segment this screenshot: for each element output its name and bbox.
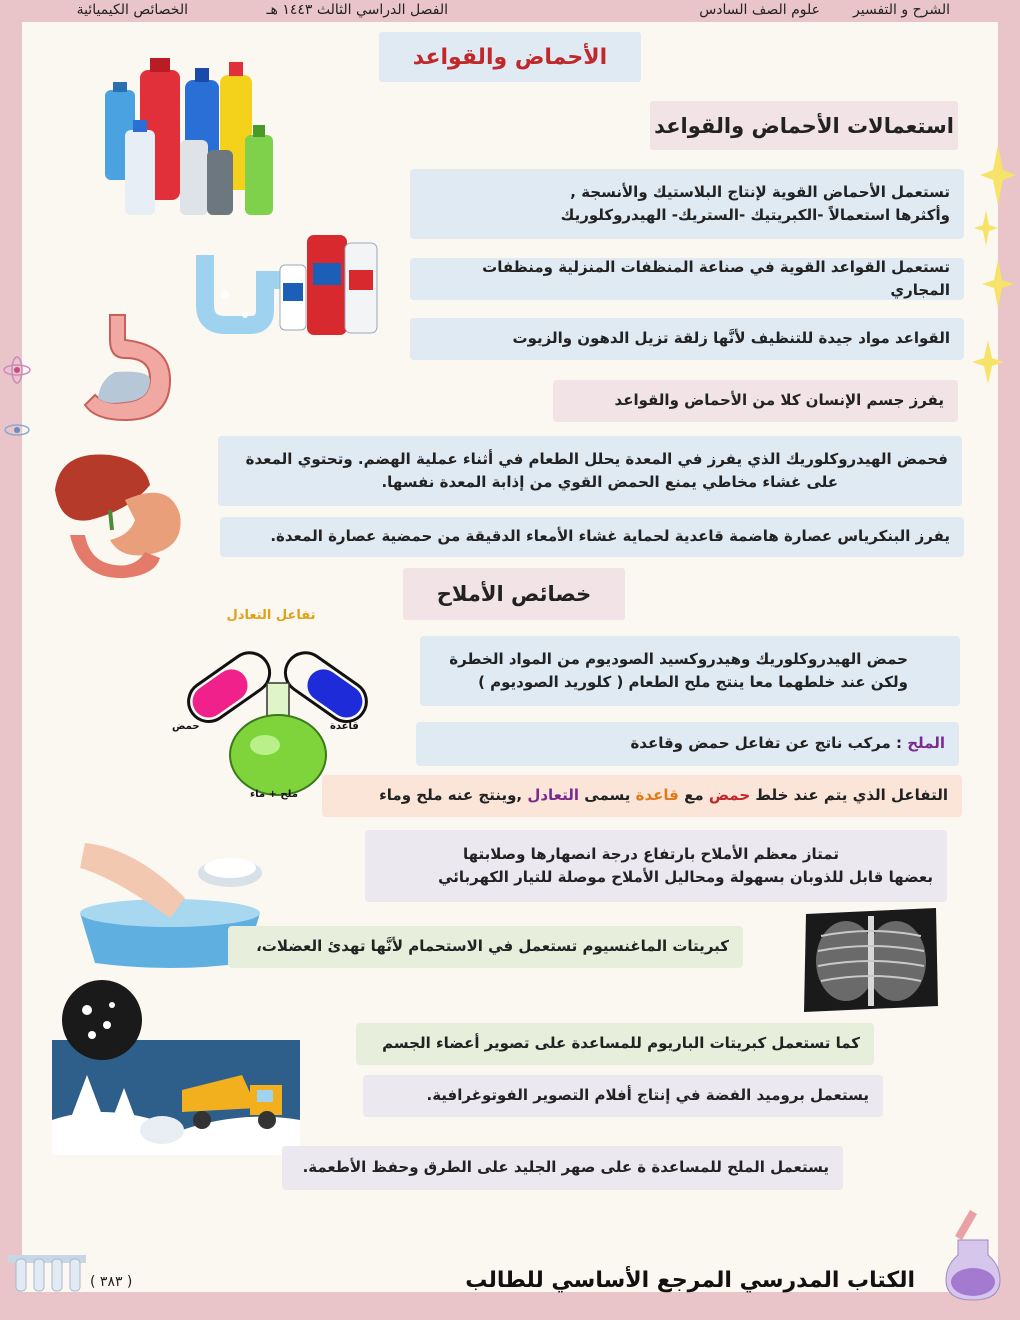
pancreas-box: يفرز البنكرياس عصارة هاضمة قاعدية لحماية غشاء الأمعاء الدقيقة من حمضية عصارة المعدة. (220, 517, 964, 557)
page-number: ( ٣٨٣ ) (90, 1274, 133, 1290)
main-title: الأحماض والقواعد (379, 32, 641, 82)
footer-book-title: الكتاب المدرسي المرجع الأساسي للطالب (465, 1268, 915, 1293)
drain-cleaner-image (195, 225, 380, 340)
header-chapter: الخصائص الكيميائية (76, 2, 188, 18)
acid-label: حمض (172, 721, 200, 732)
acids-uses-box (410, 169, 964, 239)
base-label: قاعدة (330, 721, 359, 732)
section-title-salts: خصائص الأملاح (403, 568, 625, 620)
road-salt-box: يستعمل الملح للمساعدة ة على صهر الجليد على الطرق وحفظ الأطعمة. (282, 1146, 843, 1190)
body-secretes-box: يفرز جسم الإنسان كلا من الأحماض والقواعد (553, 380, 958, 422)
stomach-acid-line2: على غشاء مخاطي يمنع الحمض القوي من إذابة المعدة نفسها. (381, 473, 838, 491)
page-header (0, 0, 1020, 24)
bases-cleaners-box: تستعمل القواعد القوية في صناعة المنظفات المنزلية ومنظفات المجاري (410, 258, 964, 300)
bases-cleaning-box: القواعد مواد جيدة للتنظيف لأنَّها زلقة تزيل الدهون والزيوت (410, 318, 964, 360)
salt-props-line2: بعضها قابل للذوبان بسهولة ومحاليل الأملاح موصلة للتيار الكهربائي (438, 868, 933, 886)
snow-truck-image (52, 980, 300, 1155)
salt-properties-box (365, 830, 947, 902)
product-label: ملح + ماء (250, 789, 298, 800)
salt-definition-box (416, 722, 959, 766)
acids-uses-line1: تستعمل الأحماض القوية لإنتاج البلاستيك والأنسجة , (570, 182, 950, 201)
header-term: الفصل الدراسي الثالث ١٤٤٣ هـ (266, 2, 448, 18)
hcl-line2: ولكن عند خلطهما معا ينتج ملح الطعام ( كلوريد الصوديوم ) (478, 673, 908, 691)
header-grade: علوم الصف السادس (699, 2, 820, 18)
stomach-image (70, 310, 180, 425)
flask-decoration (940, 1200, 1015, 1305)
salt-props-line1: تمتاز معظم الأملاح بارتفاع درجة انصهارها وصلابتها (462, 844, 839, 863)
header-explanation: الشرح و التفسير (853, 2, 950, 18)
stomach-acid-box (218, 436, 962, 506)
neutralization-title: تفاعل التعادل (226, 608, 316, 623)
section-title-uses: استعمالات الأحماض والقواعد (650, 101, 958, 150)
hcl-naoh-box (420, 636, 960, 706)
sparkle-stars-decoration (968, 140, 1018, 390)
atom-decoration-left (2, 330, 32, 450)
hcl-line1: حمض الهيدروكلوريك وهيدروكسيد الصوديوم من المواد الخطرة (449, 649, 908, 668)
neutralization-definition-box: التفاعل الذي يتم عند خلط حمض مع قاعدة يسمى التعادل ,وينتج عنه ملح وماء (322, 775, 962, 817)
acid-bottles-image (95, 40, 295, 220)
barium-box: كما تستعمل كبريتات الباريوم للمساعدة على تصوير أعضاء الجسم (356, 1023, 874, 1065)
stomach-acid-line1: فحمض الهيدروكلوريك الذي يفرز في المعدة يحلل الطعام في أثناء عملية الهضم. وتحتوي المعدة (245, 449, 948, 468)
chest-xray-image (796, 906, 944, 1014)
salt-definition: : مركب ناتج عن تفاعل حمض وقاعدة (630, 734, 908, 753)
acids-uses-line2: وأكثرها استعمالاً -الكبريتيك -الستريك- الهيدروكلوريك (560, 206, 950, 224)
silver-bromide-box: يستعمل بروميد الفضة في إنتاج أفلام التصوير الفوتوغرافية. (363, 1075, 883, 1117)
salt-term: الملح (907, 734, 945, 753)
test-tube-rack-decoration (8, 1245, 88, 1295)
liver-pancreas-image (50, 440, 190, 585)
magnesium-box: كبريتات الماغنسيوم تستعمل في الاستحمام لأنَّها تهدئ العضلات، (228, 926, 743, 968)
